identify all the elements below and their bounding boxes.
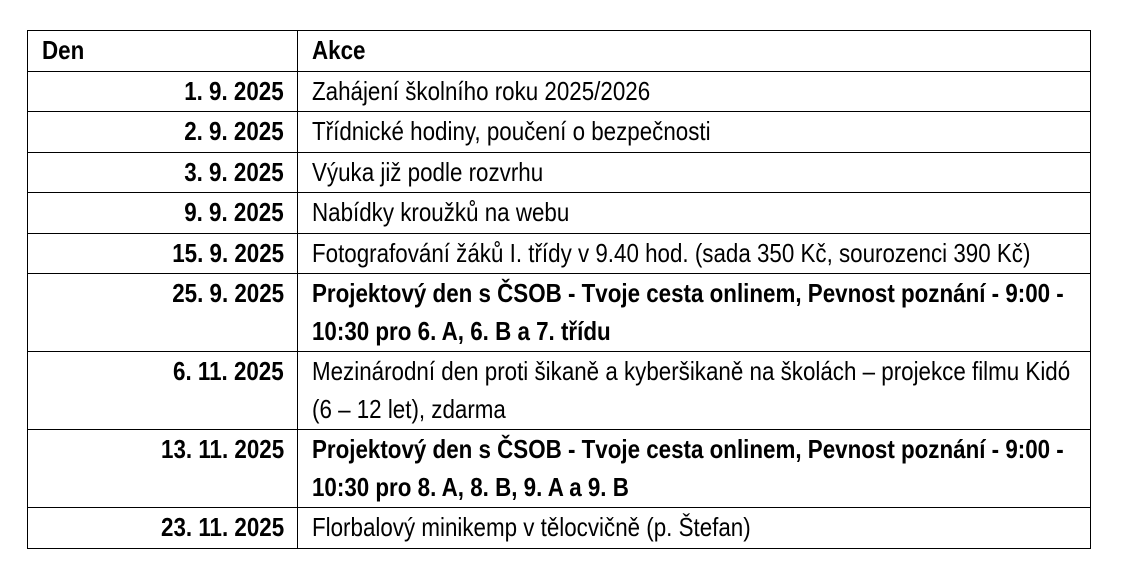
- table-row: [28, 508, 1091, 549]
- event-date: 3. 9. 2025: [28, 152, 298, 193]
- event-date: 2. 9. 2025: [28, 112, 298, 153]
- event-schedule-table: [27, 30, 1091, 549]
- event-date: 9. 9. 2025: [28, 193, 298, 234]
- table-row: [28, 112, 1091, 153]
- event-date: 23. 11. 2025: [28, 508, 298, 549]
- event-date: 15. 9. 2025: [28, 233, 298, 274]
- table-row: [28, 152, 1091, 193]
- event-date: 25. 9. 2025: [28, 274, 298, 352]
- event-description: Projektový den s ČSOB - Tvoje cesta onlinem, Pevnost poznání - 9:00 - 10:30 pro 8. A, 8. B, 9. A a 9. B: [298, 430, 1091, 508]
- table-row: [28, 233, 1091, 274]
- event-description: Fotografování žáků I. třídy v 9.40 hod. (sada 350 Kč, sourozenci 390 Kč): [298, 233, 1091, 274]
- table-row: [28, 430, 1091, 508]
- event-description: Výuka již podle rozvrhu: [298, 152, 1091, 193]
- event-description: Florbalový minikemp v tělocvičně (p. Štefan): [298, 508, 1091, 549]
- event-description: Projektový den s ČSOB - Tvoje cesta onlinem, Pevnost poznání - 9:00 - 10:30 pro 6. A, 6. B a 7. třídu: [298, 274, 1091, 352]
- table-row: [28, 274, 1091, 352]
- table-row: [28, 193, 1091, 234]
- event-date: 6. 11. 2025: [28, 352, 298, 430]
- event-date: 13. 11. 2025: [28, 430, 298, 508]
- event-description: Třídnické hodiny, poučení o bezpečnosti: [298, 112, 1091, 153]
- column-header-event: Akce: [298, 31, 1091, 72]
- table-header-row: [28, 31, 1091, 72]
- event-description: Mezinárodní den proti šikaně a kyberšikaně na školách – projekce filmu Kidó (6 – 12 let), zdarma: [298, 352, 1091, 430]
- table-row: [28, 352, 1091, 430]
- table-row: [28, 71, 1091, 112]
- event-date: 1. 9. 2025: [28, 71, 298, 112]
- column-header-date: Den: [28, 31, 298, 72]
- event-description: Nabídky kroužků na webu: [298, 193, 1091, 234]
- event-description: Zahájení školního roku 2025/2026: [298, 71, 1091, 112]
